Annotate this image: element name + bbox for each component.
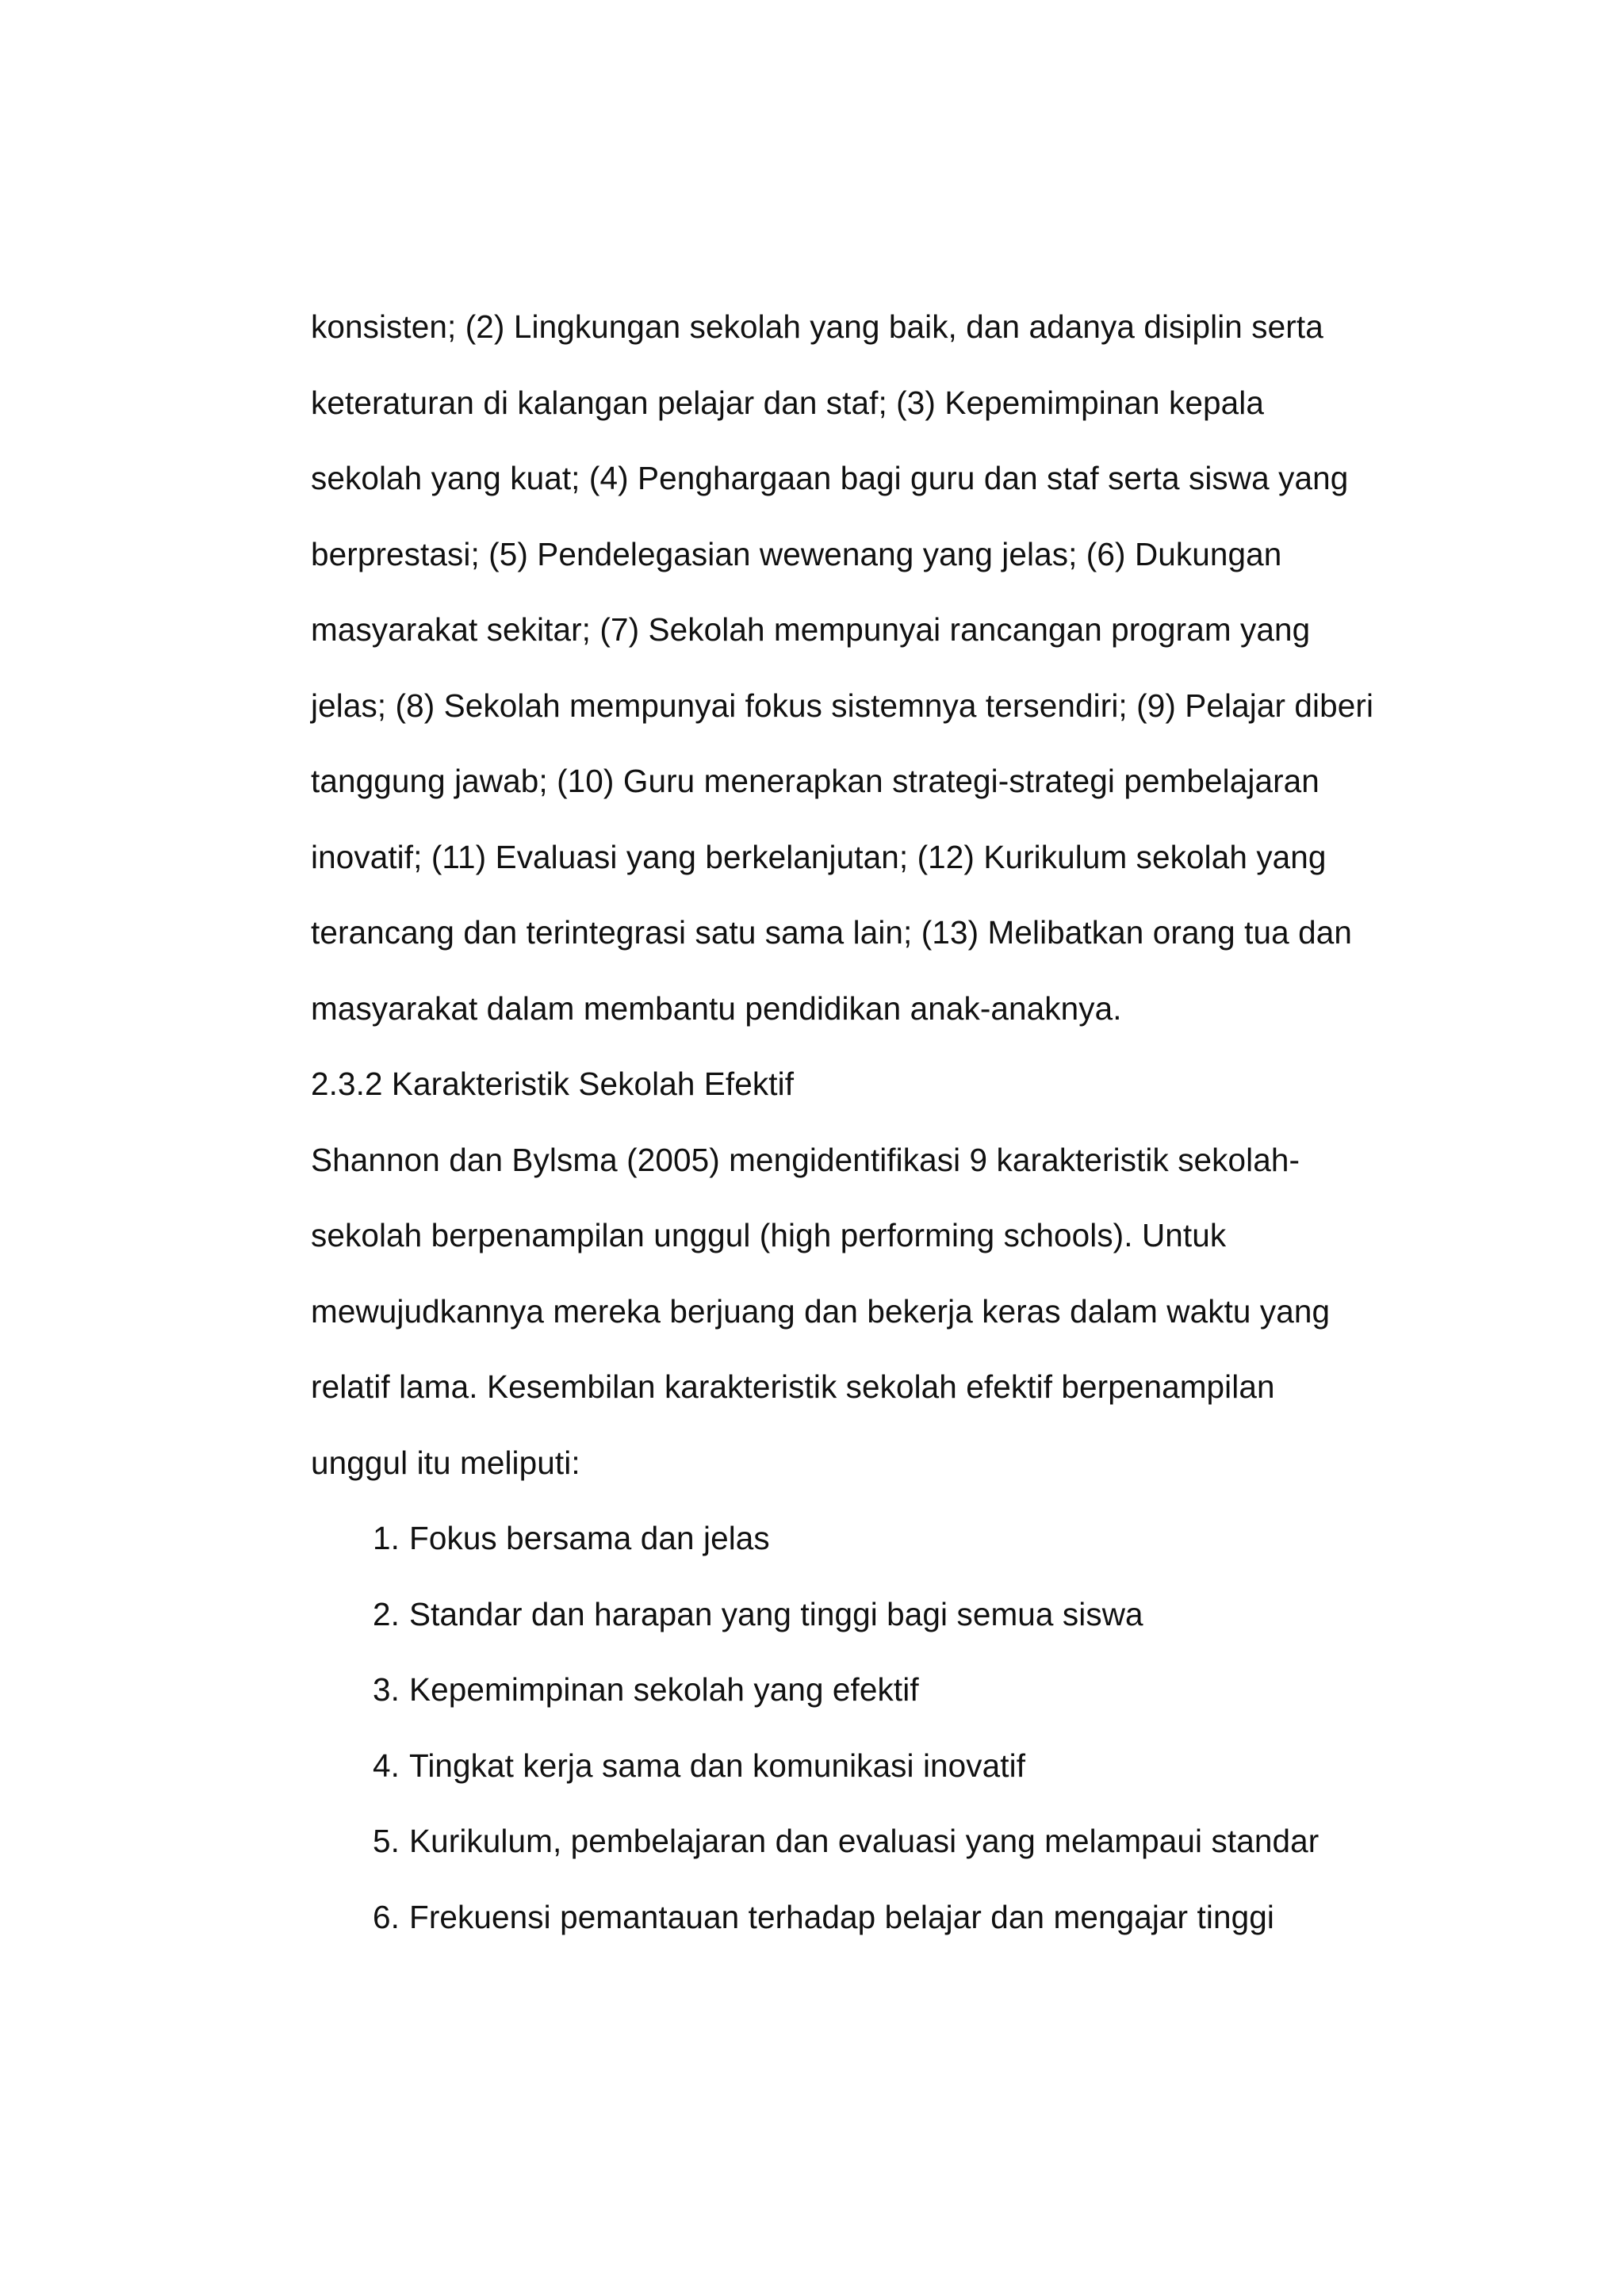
paragraph-line: sekolah berpenampilan unggul (high performing schools). Untuk	[311, 1217, 1227, 1253]
list-number: 2.	[373, 1595, 400, 1632]
paragraph-line: konsisten; (2) Lingkungan sekolah yang baik, dan adanya disiplin serta	[311, 308, 1323, 345]
section-heading: 2.3.2 Karakteristik Sekolah Efektif	[311, 1066, 795, 1102]
list-number: 4.	[373, 1747, 400, 1784]
paragraph-line: jelas; (8) Sekolah mempunyai fokus sistemnya tersendiri; (9) Pelajar diberi	[311, 687, 1374, 724]
list-number: 3.	[373, 1671, 400, 1708]
paragraph-line: masyarakat sekitar; (7) Sekolah mempunyai rancangan program yang	[311, 611, 1311, 648]
paragraph-line: keteraturan di kalangan pelajar dan staf; (3) Kepemimpinan kepala	[311, 384, 1264, 421]
list-item	[311, 1667, 1421, 1743]
list-item	[311, 1516, 1421, 1592]
paragraph-line: tanggung jawab; (10) Guru menerapkan strategi-strategi pembelajaran	[311, 763, 1320, 799]
list-item-text: Fokus bersama dan jelas	[409, 1520, 770, 1556]
paragraph-line: relatif lama. Kesembilan karakteristik sekolah efektif berpenampilan	[311, 1368, 1275, 1405]
list-item	[311, 1592, 1421, 1668]
paragraph-1	[311, 304, 1421, 1062]
list-item-text: Frekuensi pemantauan terhadap belajar dan mengajar tinggi	[409, 1898, 1274, 1935]
list-item-text: Kurikulum, pembelajaran dan evaluasi yang melampaui standar	[409, 1823, 1320, 1859]
paragraph-line: unggul itu meliputi:	[311, 1444, 580, 1481]
list-number: 5.	[373, 1823, 400, 1859]
paragraph-line: masyarakat dalam membantu pendidikan anak-anaknya.	[311, 989, 1122, 1027]
paragraph-line: inovatif; (11) Evaluasi yang berkelanjutan; (12) Kurikulum sekolah yang	[311, 838, 1327, 875]
paragraph-line: berprestasi; (5) Pendelegasian wewenang yang jelas; (6) Dukungan	[311, 535, 1282, 572]
list-number: 6.	[373, 1898, 400, 1935]
numbered-list	[311, 1516, 1421, 1970]
paragraph-line: Shannon dan Bylsma (2005) mengidentifikasi 9 karakteristik sekolah-	[311, 1141, 1300, 1178]
list-item	[311, 1895, 1421, 1971]
list-item-text: Kepemimpinan sekolah yang efektif	[409, 1671, 919, 1708]
paragraph-line: sekolah yang kuat; (4) Penghargaan bagi guru dan staf serta siswa yang	[311, 460, 1349, 496]
paragraph-2	[311, 1138, 1421, 1517]
list-number: 1.	[373, 1520, 400, 1556]
body-text	[311, 304, 1421, 1970]
paragraph-line: terancang dan terintegrasi satu sama lain; (13) Melibatkan orang tua dan	[311, 914, 1352, 951]
list-item	[311, 1819, 1421, 1895]
list-item-text: Tingkat kerja sama dan komunikasi inovatif	[409, 1747, 1026, 1784]
list-item	[311, 1743, 1421, 1820]
paragraph-line: mewujudkannya mereka berjuang dan bekerja keras dalam waktu yang	[311, 1292, 1331, 1330]
list-item-text: Standar dan harapan yang tinggi bagi semua siswa	[409, 1595, 1143, 1632]
